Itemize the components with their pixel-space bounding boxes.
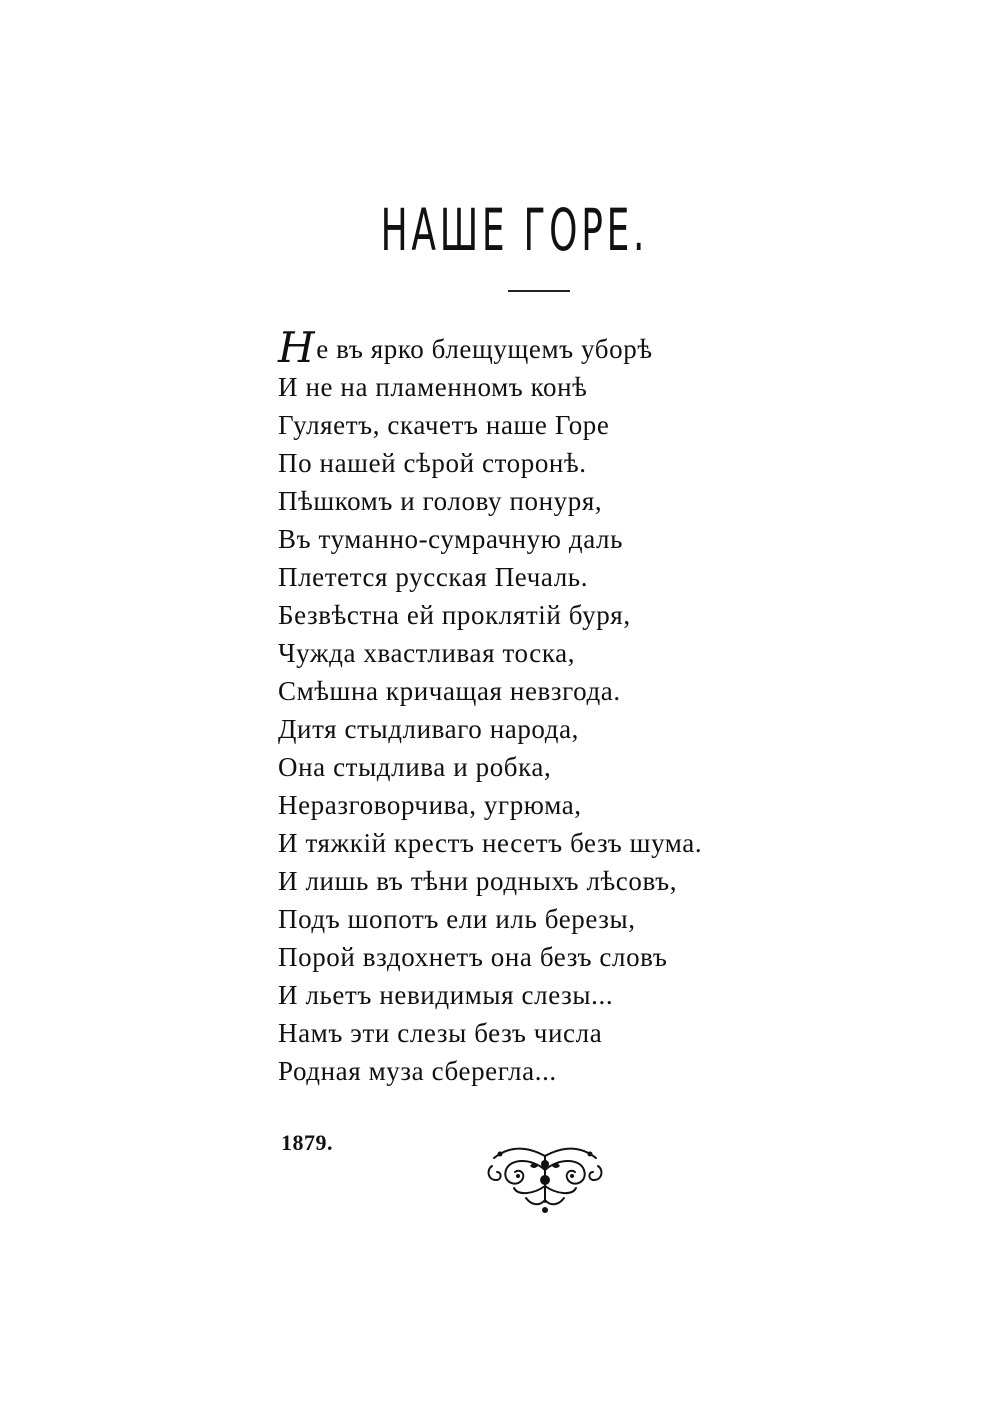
poem-line: Родная муза сберегла... <box>278 1056 557 1086</box>
poem-line: По нашей сѣрой сторонѣ. <box>278 448 587 478</box>
poem-line: И тяжкій крестъ несетъ безъ шума. <box>278 828 703 858</box>
drop-cap-letter: Н <box>278 323 316 372</box>
poem-line: Порой вздохнетъ она безъ словъ <box>278 942 668 972</box>
first-line-text: е въ ярко блещущемъ уборѣ <box>316 334 653 364</box>
poem-line: И льетъ невидимыя слезы... <box>278 980 614 1010</box>
poem-line: И не на пламенномъ конѣ <box>278 372 588 402</box>
floral-tailpiece-ornament-icon <box>484 1140 606 1216</box>
poem-title: НАШЕ ГОРЕ. <box>380 196 649 264</box>
poem-line: Смѣшна кричащая невзгода. <box>278 676 621 706</box>
poem-line: Дитя стыдливаго народа, <box>278 714 580 744</box>
poem-line: Она стыдлива и робка, <box>278 752 552 782</box>
poem-line: Чужда хвастливая тоска, <box>278 638 576 668</box>
poem-line: Гуляетъ, скачетъ наше Горе <box>278 410 610 440</box>
poem-body <box>278 323 798 1090</box>
poem-line: Подъ шопотъ ели иль березы, <box>278 904 636 934</box>
poem-line: Намъ эти слезы безъ числа <box>278 1018 603 1048</box>
poem-line <box>278 323 798 372</box>
poem-date: 1879. <box>281 1130 333 1155</box>
poem-line: Безвѣстна ей проклятій буря, <box>278 600 631 630</box>
poem-line: И лишь въ тѣни родныхъ лѣсовъ, <box>278 866 678 896</box>
poem-line: Неразговорчива, угрюма, <box>278 790 582 820</box>
poem-line: Пѣшкомъ и голову понуря, <box>278 486 603 516</box>
poem-line: Въ туманно-сумрачную даль <box>278 524 624 554</box>
poem-line: Плетется русская Печаль. <box>278 562 589 592</box>
title-divider <box>508 290 570 292</box>
